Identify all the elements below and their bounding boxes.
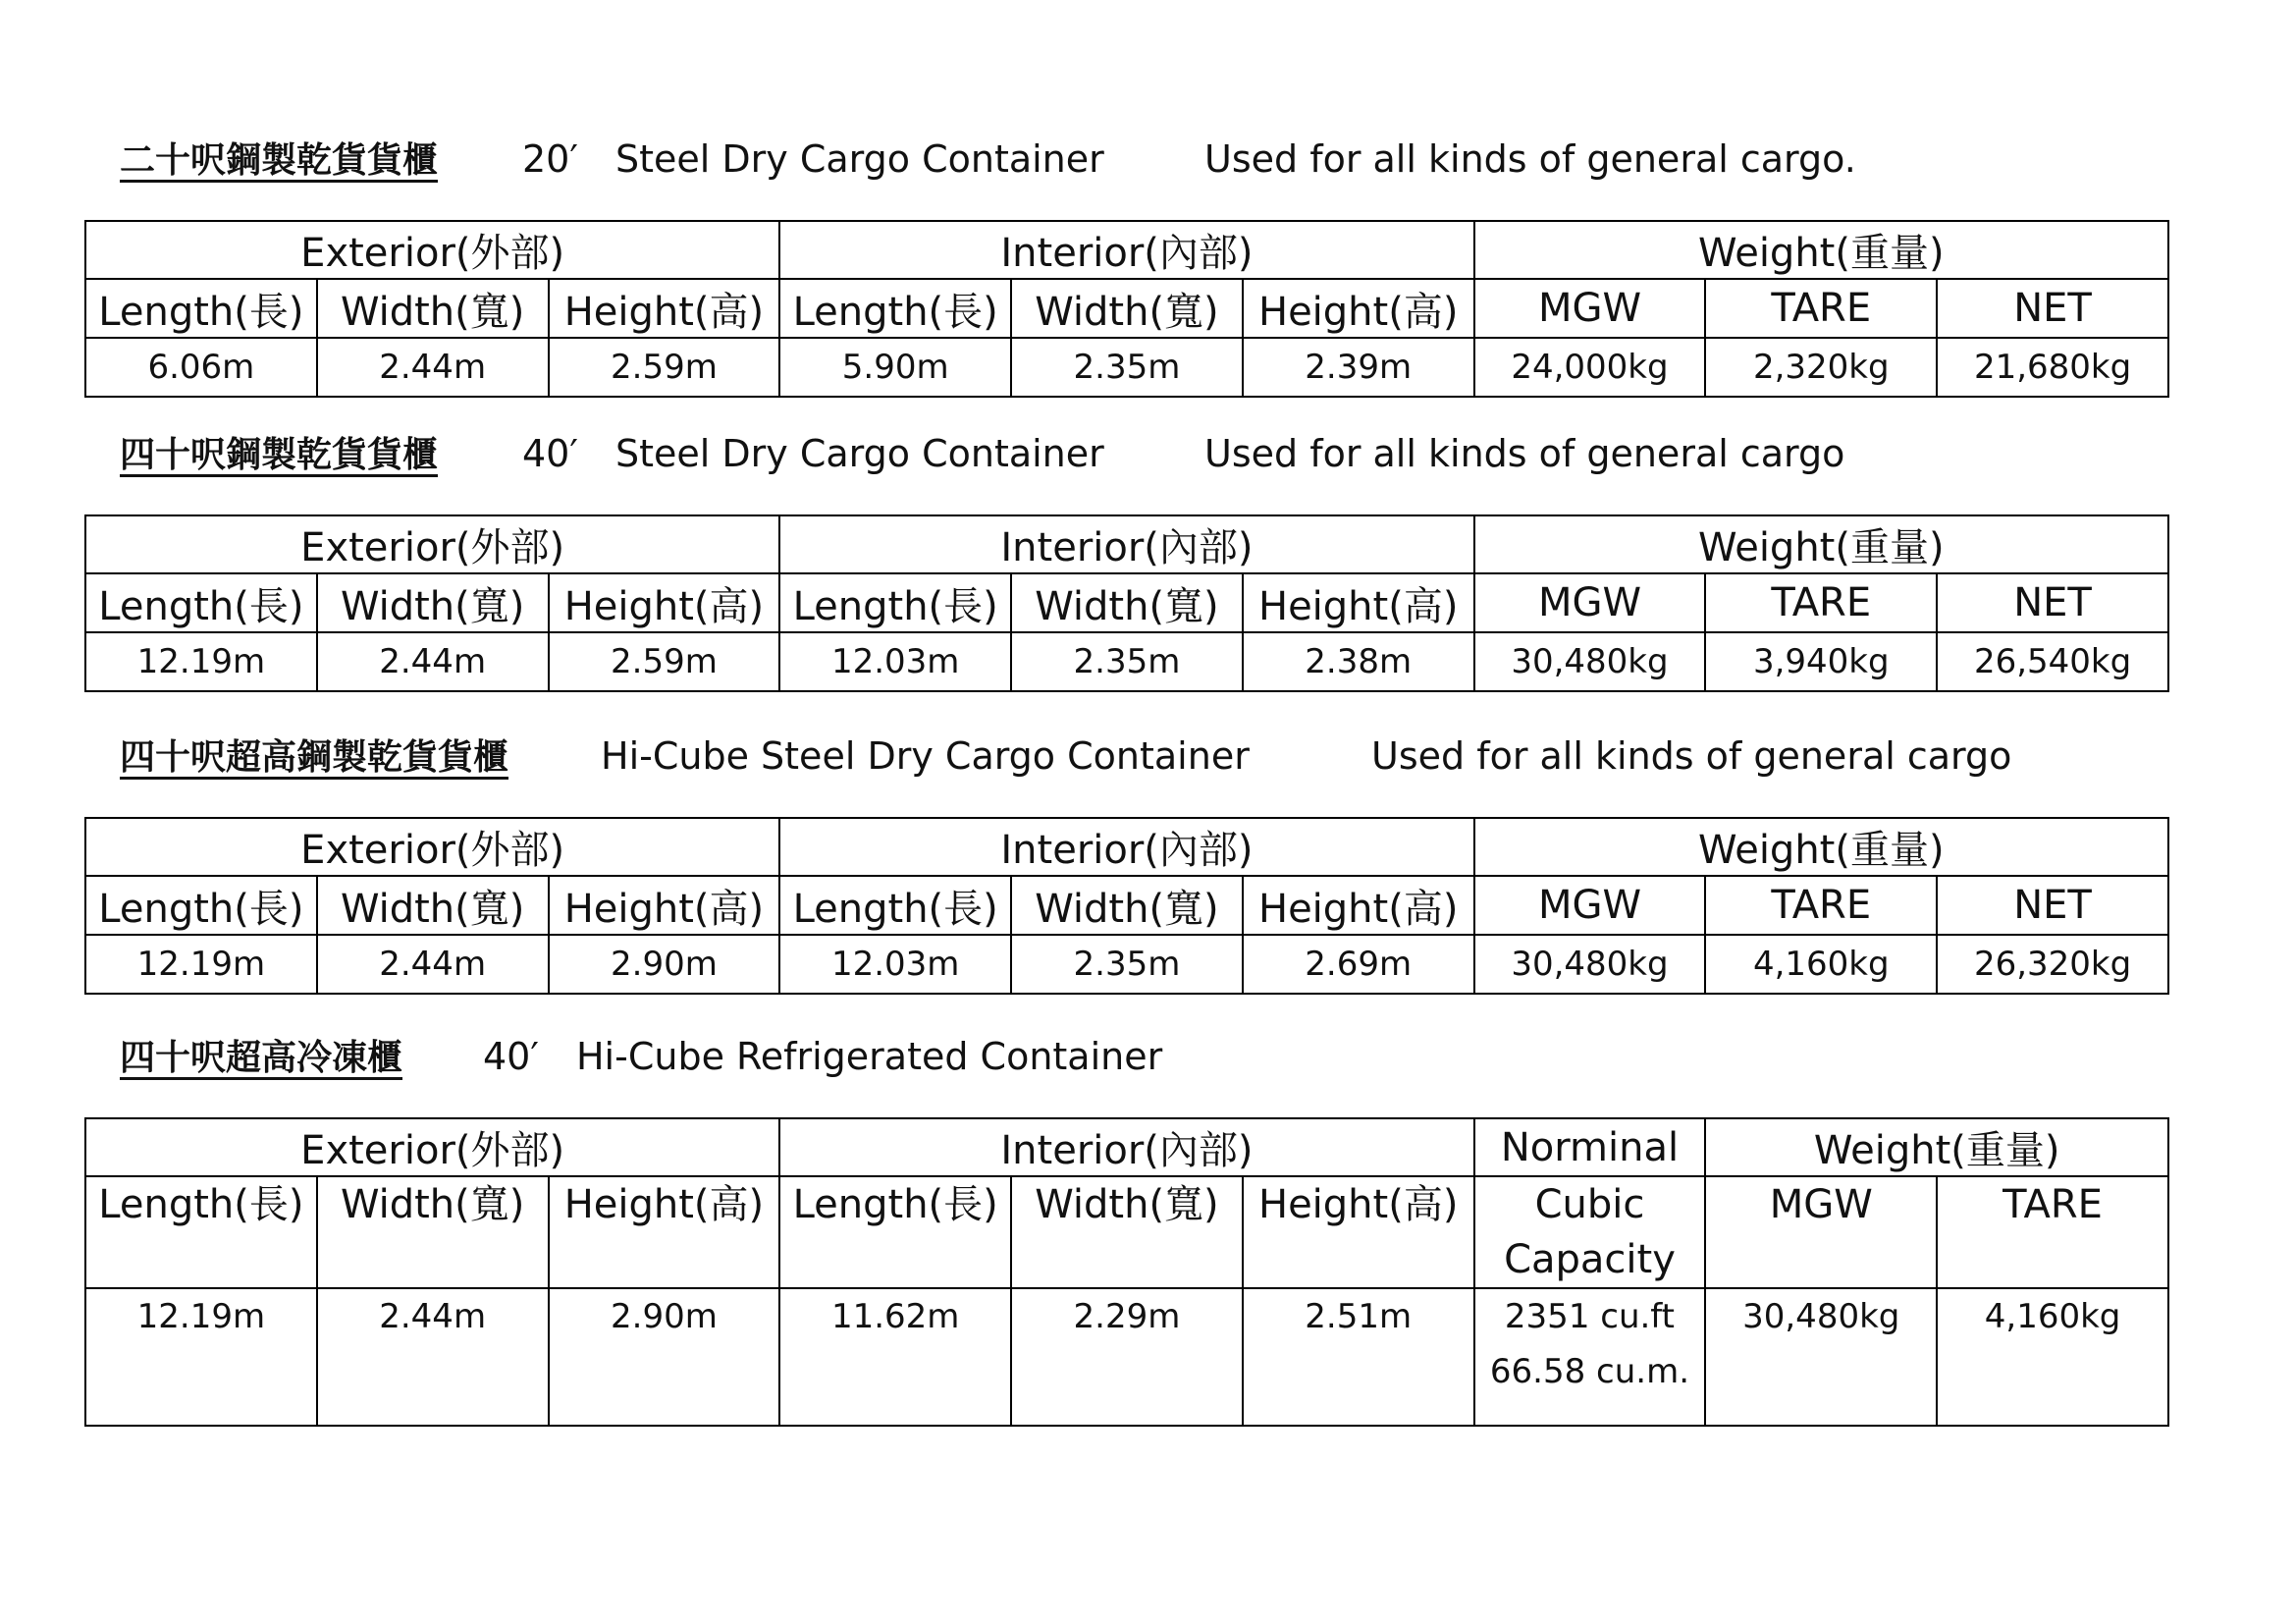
header-cell: NET <box>1937 279 2168 338</box>
header-cell: MGW <box>1705 1176 1937 1288</box>
capacity-line-2: Capacity <box>1504 1237 1676 1282</box>
header-cell: Height(高) <box>1243 573 1474 632</box>
capacity-cum: 66.58 cu.m. <box>1489 1352 1690 1391</box>
value-cell: 2.44m <box>317 338 549 397</box>
value-cell: 3,940kg <box>1705 632 1937 691</box>
value-cell: 2.44m <box>317 935 549 994</box>
header-cell-capacity <box>1474 1176 1706 1288</box>
value-cell: 2.39m <box>1243 338 1474 397</box>
header-cell: NET <box>1937 573 2168 632</box>
header-cell: TARE <box>1705 876 1937 935</box>
value-cell: 2.44m <box>317 1288 549 1426</box>
header-cell: MGW <box>1474 876 1706 935</box>
value-cell: 2.59m <box>549 632 780 691</box>
section-1-title-cn: 二十呎鋼製乾貨貨櫃 <box>120 140 439 181</box>
value-cell: 2.35m <box>1011 935 1243 994</box>
value-cell: 2.35m <box>1011 632 1243 691</box>
value-cell: 2.90m <box>549 1288 780 1426</box>
group-interior: Interior(內部) <box>779 221 1473 279</box>
header-cell: Length(長) <box>85 279 317 338</box>
header-cell: Length(長) <box>779 1176 1011 1288</box>
value-cell: 21,680kg <box>1937 338 2168 397</box>
group-interior: Interior(內部) <box>779 1118 1473 1176</box>
value-cell: 2.51m <box>1243 1288 1474 1426</box>
group-weight: Weight(重量) <box>1474 818 2168 876</box>
value-cell: 12.19m <box>85 935 317 994</box>
header-cell: Length(長) <box>779 573 1011 632</box>
header-cell: Height(高) <box>1243 279 1474 338</box>
group-interior: Interior(內部) <box>779 818 1473 876</box>
header-cell: Height(高) <box>549 573 780 632</box>
value-cell: 2.38m <box>1243 632 1474 691</box>
header-cell: Width(寬) <box>1011 876 1243 935</box>
section-2-table <box>84 514 2169 692</box>
section-2-heading <box>120 428 1845 479</box>
value-cell: 4,160kg <box>1705 935 1937 994</box>
value-cell: 4,160kg <box>1937 1288 2168 1426</box>
header-cell: Length(長) <box>85 573 317 632</box>
group-exterior: Exterior(外部) <box>85 1118 779 1176</box>
header-cell: Width(寬) <box>1011 573 1243 632</box>
header-cell: Width(寬) <box>317 876 549 935</box>
section-3-title-cn: 四十呎超高鋼製乾貨貨櫃 <box>120 737 509 778</box>
value-cell: 2.90m <box>549 935 780 994</box>
section-4-title-cn: 四十呎超高冷凍櫃 <box>120 1038 403 1078</box>
value-cell: 2.29m <box>1011 1288 1243 1426</box>
value-cell: 11.62m <box>779 1288 1011 1426</box>
group-exterior: Exterior(外部) <box>85 515 779 573</box>
section-4-title-en: 40′ Hi-Cube Refrigerated Container <box>483 1035 1163 1078</box>
header-cell: Height(高) <box>549 1176 780 1288</box>
value-cell: 2,320kg <box>1705 338 1937 397</box>
section-4-table <box>84 1117 2169 1427</box>
group-interior: Interior(內部) <box>779 515 1473 573</box>
value-cell: 2.59m <box>549 338 780 397</box>
section-2-title-cn: 四十呎鋼製乾貨貨櫃 <box>120 435 439 475</box>
header-cell: MGW <box>1474 573 1706 632</box>
value-cell-capacity <box>1474 1288 1706 1426</box>
section-3-usage: Used for all kinds of general cargo <box>1371 734 2012 778</box>
header-cell: Length(長) <box>85 1176 317 1288</box>
capacity-cuft: 2351 cu.ft <box>1504 1297 1676 1336</box>
header-cell: Length(長) <box>85 876 317 935</box>
capacity-line-1: Cubic <box>1534 1182 1645 1227</box>
section-1-usage: Used for all kinds of general cargo. <box>1204 137 1856 181</box>
header-cell: MGW <box>1474 279 1706 338</box>
value-cell: 26,540kg <box>1937 632 2168 691</box>
value-cell: 12.19m <box>85 632 317 691</box>
section-3-table <box>84 817 2169 995</box>
value-cell: 24,000kg <box>1474 338 1706 397</box>
value-cell: 5.90m <box>779 338 1011 397</box>
header-cell: TARE <box>1937 1176 2168 1288</box>
group-weight: Weight(重量) <box>1474 221 2168 279</box>
section-1-heading <box>120 134 1856 185</box>
group-exterior: Exterior(外部) <box>85 818 779 876</box>
section-1-table <box>84 220 2169 398</box>
header-cell: TARE <box>1705 279 1937 338</box>
group-exterior: Exterior(外部) <box>85 221 779 279</box>
header-cell: Height(高) <box>549 876 780 935</box>
section-1-title-en: 20′ Steel Dry Cargo Container <box>522 137 1104 181</box>
group-nominal: Norminal <box>1474 1118 1706 1176</box>
header-cell: Length(長) <box>779 279 1011 338</box>
value-cell: 30,480kg <box>1474 632 1706 691</box>
value-cell: 2.69m <box>1243 935 1474 994</box>
group-weight: Weight(重量) <box>1705 1118 2168 1176</box>
value-cell: 12.03m <box>779 632 1011 691</box>
value-cell: 2.35m <box>1011 338 1243 397</box>
section-3-title-en: Hi-Cube Steel Dry Cargo Container <box>601 734 1250 778</box>
group-weight: Weight(重量) <box>1474 515 2168 573</box>
header-cell: Width(寬) <box>317 279 549 338</box>
header-cell: TARE <box>1705 573 1937 632</box>
header-cell: Height(高) <box>1243 876 1474 935</box>
value-cell: 12.19m <box>85 1288 317 1426</box>
header-cell: Width(寬) <box>317 573 549 632</box>
section-3-heading <box>120 731 2012 782</box>
value-cell: 12.03m <box>779 935 1011 994</box>
value-cell: 30,480kg <box>1705 1288 1937 1426</box>
header-cell: Width(寬) <box>1011 1176 1243 1288</box>
value-cell: 6.06m <box>85 338 317 397</box>
header-cell: NET <box>1937 876 2168 935</box>
header-cell: Height(高) <box>549 279 780 338</box>
header-cell: Width(寬) <box>1011 279 1243 338</box>
value-cell: 2.44m <box>317 632 549 691</box>
section-2-title-en: 40′ Steel Dry Cargo Container <box>522 432 1104 475</box>
section-2-usage: Used for all kinds of general cargo <box>1204 432 1845 475</box>
header-cell: Length(長) <box>779 876 1011 935</box>
value-cell: 30,480kg <box>1474 935 1706 994</box>
value-cell: 26,320kg <box>1937 935 2168 994</box>
section-4-heading <box>120 1031 1163 1082</box>
header-cell: Width(寬) <box>317 1176 549 1288</box>
header-cell: Height(高) <box>1243 1176 1474 1288</box>
